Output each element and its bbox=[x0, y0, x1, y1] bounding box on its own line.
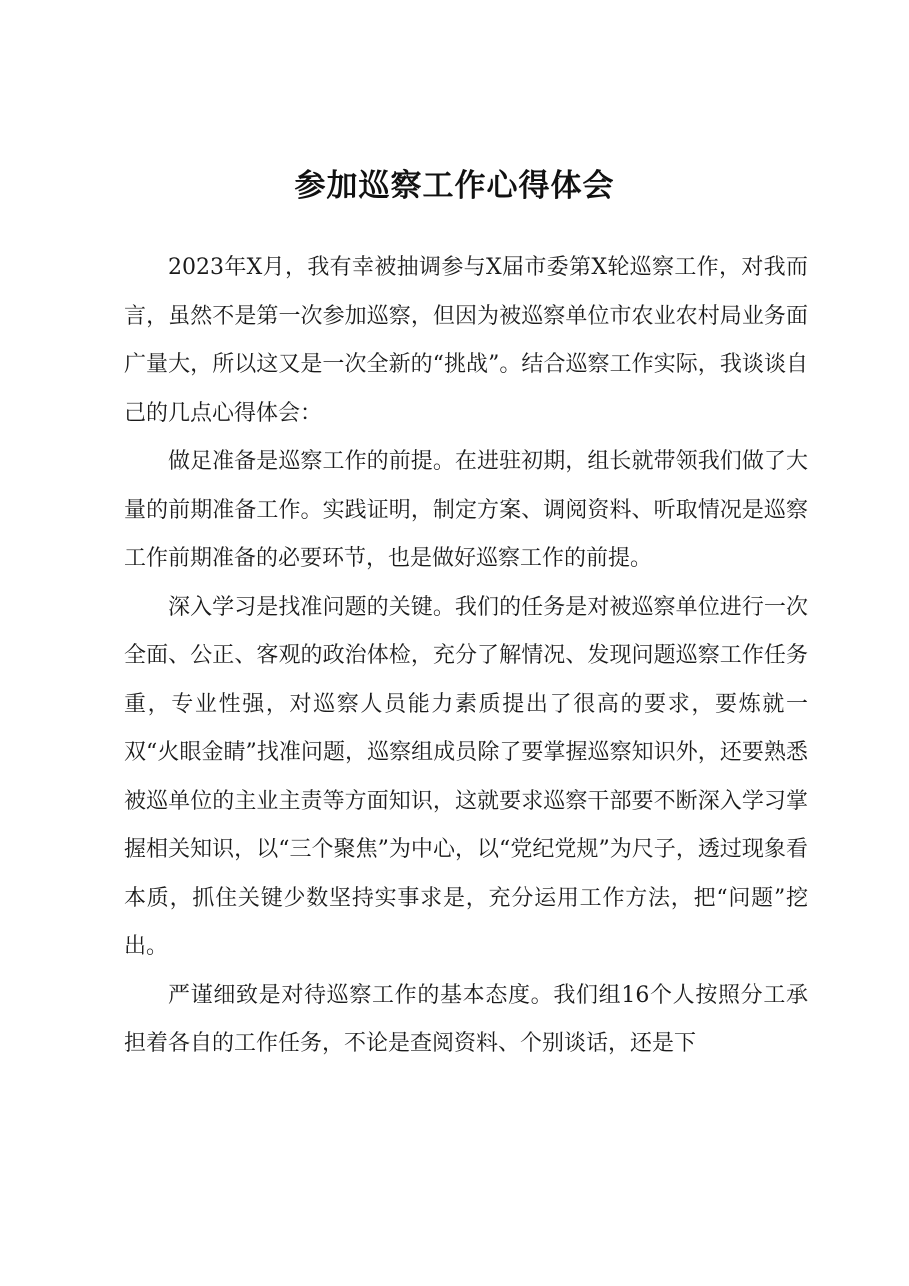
paragraph-4: 严谨细致是对待巡察工作的基本态度。我们组16个人按照分工承担着各自的工作任务，不论是查阅资料、个别谈话，还是下 bbox=[124, 982, 808, 1056]
paragraph-1: 2023年X月，我有幸被抽调参与X届市委第X轮巡察工作，对我而言，虽然不是第一次参加巡察，但因为被巡察单位市农业农村局业务面广量大，所以这又是一次全新的“挑战”。结合巡察工作实际，我谈谈自己的几点心得体会： bbox=[124, 255, 808, 426]
paragraph-3: 深入学习是找准问题的关键。我们的任务是对被巡察单位进行一次全面、公正、客观的政治体检，充分了解情况、发现问题巡察工作任务重，专业性强，对巡察人员能力素质提出了很高的要求，要炼就一双“火眼金睛”找准问题，巡察组成员除了要掌握巡察知识外，还要熟悉被巡单位的主业主责等方面知识，这就要求巡察干部要不断深入学习掌握相关知识，以“三个聚焦”为中心，以“党纪党规”为尺子，透过现象看本质，抓住关键少数坚持实事求是，充分运用工作方法，把“问题”挖出。 bbox=[124, 594, 808, 959]
paragraph-2: 做足准备是巡察工作的前提。在进驻初期，组长就带领我们做了大量的前期准备工作。实践证明，制定方案、调阅资料、听取情况是巡察工作前期准备的必要环节，也是做好巡察工作的前提。 bbox=[124, 449, 808, 571]
document-title: 参加巡察工作心得体会 bbox=[294, 168, 615, 204]
document-body bbox=[124, 244, 808, 1069]
